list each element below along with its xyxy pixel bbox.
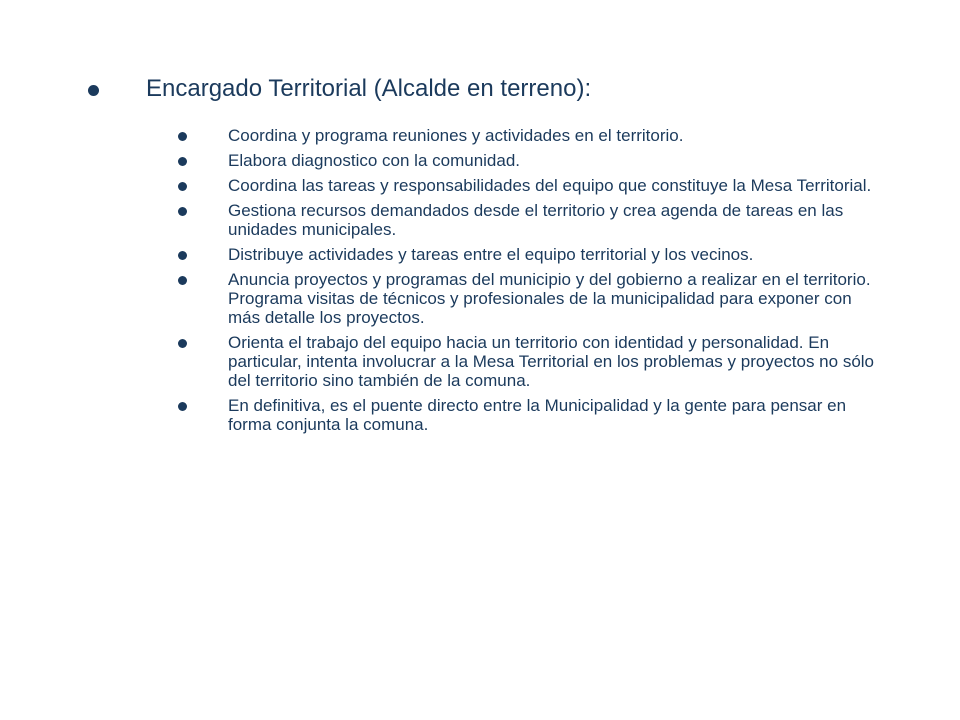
list-item-text: Gestiona recursos demandados desde el territorio y crea agenda de tareas en las unidades municipales. [228,201,844,239]
list-item-text: Distribuye actividades y tareas entre el equipo territorial y los vecinos. [228,245,754,264]
list-item [178,126,878,145]
heading-row [88,74,908,104]
heading-block [88,74,908,104]
list-item-text: Anuncia proyectos y programas del municipio y del gobierno a realizar en el territorio. Programa visitas de técnicos y profesionales de la municipalidad para exponer con más detalle los proyectos. [228,270,871,327]
list-item [178,176,878,195]
bullet-icon [178,132,187,141]
list-item [178,270,878,327]
list-item-text: Coordina y programa reuniones y actividades en el territorio. [228,126,684,145]
bullet-icon [178,276,187,285]
bullet-icon [178,402,187,411]
bullet-icon [88,85,99,96]
bullet-icon [178,157,187,166]
list-item-text: Coordina las tareas y responsabilidades del equipo que constituye la Mesa Territorial. [228,176,872,195]
list-item-text: Elabora diagnostico con la comunidad. [228,151,521,170]
bullet-icon [178,251,187,260]
bullet-icon [178,182,187,191]
list-item [178,245,878,264]
heading-text: Encargado Territorial (Alcalde en terreno): [146,75,592,102]
list-item [178,151,878,170]
list-item [178,333,878,390]
list-item-text: En definitiva, es el puente directo entre la Municipalidad y la gente para pensar en forma conjunta la comuna. [228,396,847,434]
list-item [178,396,878,434]
list-item-text: Orienta el trabajo del equipo hacia un territorio con identidad y personalidad. En particular, intenta involucrar a la Mesa Territorial en los problemas y proyectos no sólo del territorio sino también de la comuna. [228,333,874,390]
bullet-icon [178,207,187,216]
bullet-icon [178,339,187,348]
list-item [178,201,878,239]
bullet-list [178,126,878,440]
